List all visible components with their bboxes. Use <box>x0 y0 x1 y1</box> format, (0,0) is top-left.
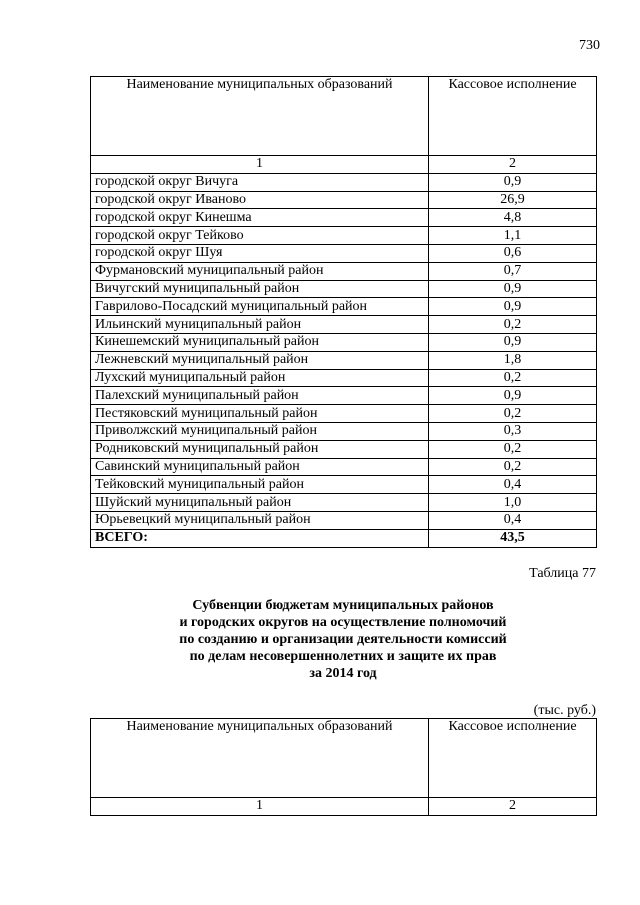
municipality-name: Савинский муниципальный район <box>91 458 429 476</box>
page-number: 730 <box>579 38 600 53</box>
municipality-name: Лежневский муниципальный район <box>91 351 429 369</box>
execution-value: 26,9 <box>429 191 597 209</box>
table-row <box>91 422 597 440</box>
execution-value: 0,3 <box>429 422 597 440</box>
execution-value: 1,0 <box>429 494 597 512</box>
execution-value: 0,2 <box>429 405 597 423</box>
execution-value: 0,9 <box>429 173 597 191</box>
table-row <box>91 244 597 262</box>
title-line: за 2014 год <box>309 666 377 681</box>
column-number-row <box>91 156 597 174</box>
execution-value: 4,8 <box>429 209 597 227</box>
municipality-name: городской округ Кинешма <box>91 209 429 227</box>
column-number-row <box>91 798 597 816</box>
title-line: по делам несовершеннолетних и защите их прав <box>189 649 497 664</box>
execution-value: 0,6 <box>429 244 597 262</box>
table-label: Таблица 77 <box>529 566 596 581</box>
column-header-name: Наименование муниципальных образований <box>91 77 429 156</box>
table-title <box>90 597 596 682</box>
table-row <box>91 476 597 494</box>
table-row <box>91 191 597 209</box>
execution-value: 0,9 <box>429 298 597 316</box>
table-header-row <box>91 719 597 798</box>
execution-value: 0,9 <box>429 387 597 405</box>
total-row <box>91 529 597 547</box>
title-line: Субвенции бюджетам муниципальных районов <box>192 598 494 613</box>
municipality-name: Тейковский муниципальный район <box>91 476 429 494</box>
municipality-name: Гаврилово-Посадский муниципальный район <box>91 298 429 316</box>
municipality-name: городской округ Вичуга <box>91 173 429 191</box>
table-row <box>91 280 597 298</box>
column-number: 2 <box>429 798 597 816</box>
municipality-name: Вичугский муниципальный район <box>91 280 429 298</box>
municipality-name: городской округ Тейково <box>91 227 429 245</box>
municipality-name: городской округ Шуя <box>91 244 429 262</box>
units-label: (тыс. руб.) <box>533 703 596 718</box>
municipality-name: Ильинский муниципальный район <box>91 316 429 334</box>
table-municipal-execution <box>90 76 597 548</box>
title-line: и городских округов на осуществление полномочий <box>179 615 507 630</box>
column-number: 1 <box>91 156 429 174</box>
execution-value: 0,2 <box>429 316 597 334</box>
column-header-value: Кассовое исполнение <box>429 77 597 156</box>
table-row <box>91 405 597 423</box>
total-value: 43,5 <box>429 529 597 547</box>
table-row <box>91 333 597 351</box>
execution-value: 0,2 <box>429 458 597 476</box>
municipality-name: Палехский муниципальный район <box>91 387 429 405</box>
table-header-row <box>91 77 597 156</box>
table-row <box>91 351 597 369</box>
execution-value: 0,7 <box>429 262 597 280</box>
table-row <box>91 511 597 529</box>
execution-value: 1,8 <box>429 351 597 369</box>
execution-value: 0,2 <box>429 440 597 458</box>
table-row <box>91 494 597 512</box>
title-line: по созданию и организации деятельности комиссий <box>179 632 507 647</box>
execution-value: 0,4 <box>429 511 597 529</box>
execution-value: 0,9 <box>429 333 597 351</box>
table-row <box>91 173 597 191</box>
table-row <box>91 298 597 316</box>
table-row <box>91 262 597 280</box>
municipality-name: городской округ Иваново <box>91 191 429 209</box>
total-label: ВСЕГО: <box>91 529 429 547</box>
table-row <box>91 387 597 405</box>
municipality-name: Фурмановский муниципальный район <box>91 262 429 280</box>
table-row <box>91 209 597 227</box>
table-77 <box>90 718 597 816</box>
municipality-name: Кинешемский муниципальный район <box>91 333 429 351</box>
table-row <box>91 458 597 476</box>
execution-value: 1,1 <box>429 227 597 245</box>
municipality-name: Пестяковский муниципальный район <box>91 405 429 423</box>
table-row <box>91 440 597 458</box>
execution-value: 0,4 <box>429 476 597 494</box>
table-row <box>91 369 597 387</box>
municipality-name: Юрьевецкий муниципальный район <box>91 511 429 529</box>
municipality-name: Шуйский муниципальный район <box>91 494 429 512</box>
execution-value: 0,9 <box>429 280 597 298</box>
table-row <box>91 316 597 334</box>
column-number: 1 <box>91 798 429 816</box>
municipality-name: Приволжский муниципальный район <box>91 422 429 440</box>
municipality-name: Родниковский муниципальный район <box>91 440 429 458</box>
execution-value: 0,2 <box>429 369 597 387</box>
municipality-name: Лухский муниципальный район <box>91 369 429 387</box>
column-number: 2 <box>429 156 597 174</box>
table-row <box>91 227 597 245</box>
column-header-value: Кассовое исполнение <box>429 719 597 798</box>
column-header-name: Наименование муниципальных образований <box>91 719 429 798</box>
